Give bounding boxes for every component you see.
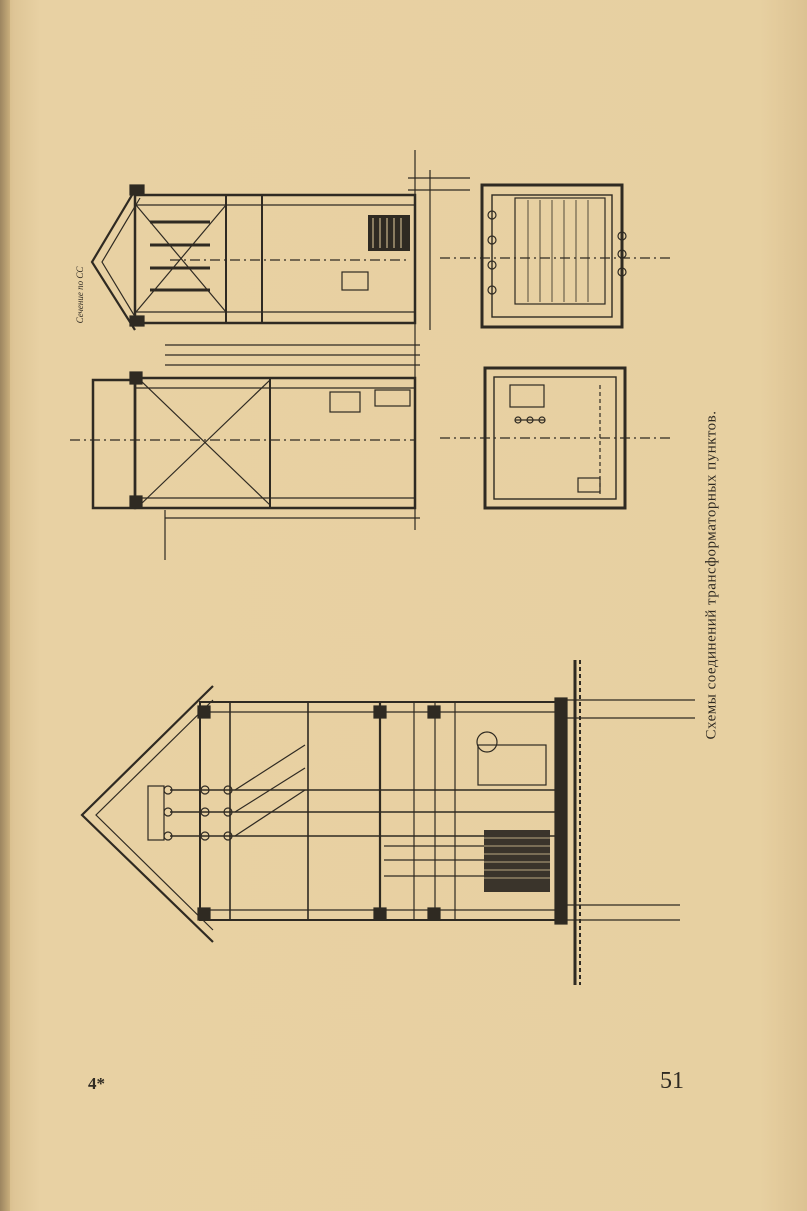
page-number: 51	[660, 1068, 684, 1094]
figure-caption: Схемы соединений трансформаторных пунктов.	[703, 410, 720, 740]
top-elevation-section	[92, 150, 470, 530]
section-label: Сечение по СС	[75, 266, 85, 324]
bottom-wiring-elevation	[82, 660, 695, 985]
signature-mark: 4*	[88, 1074, 105, 1093]
plan-upper	[440, 185, 670, 327]
top-elevation-side	[70, 345, 420, 560]
plan-lower	[440, 368, 670, 508]
